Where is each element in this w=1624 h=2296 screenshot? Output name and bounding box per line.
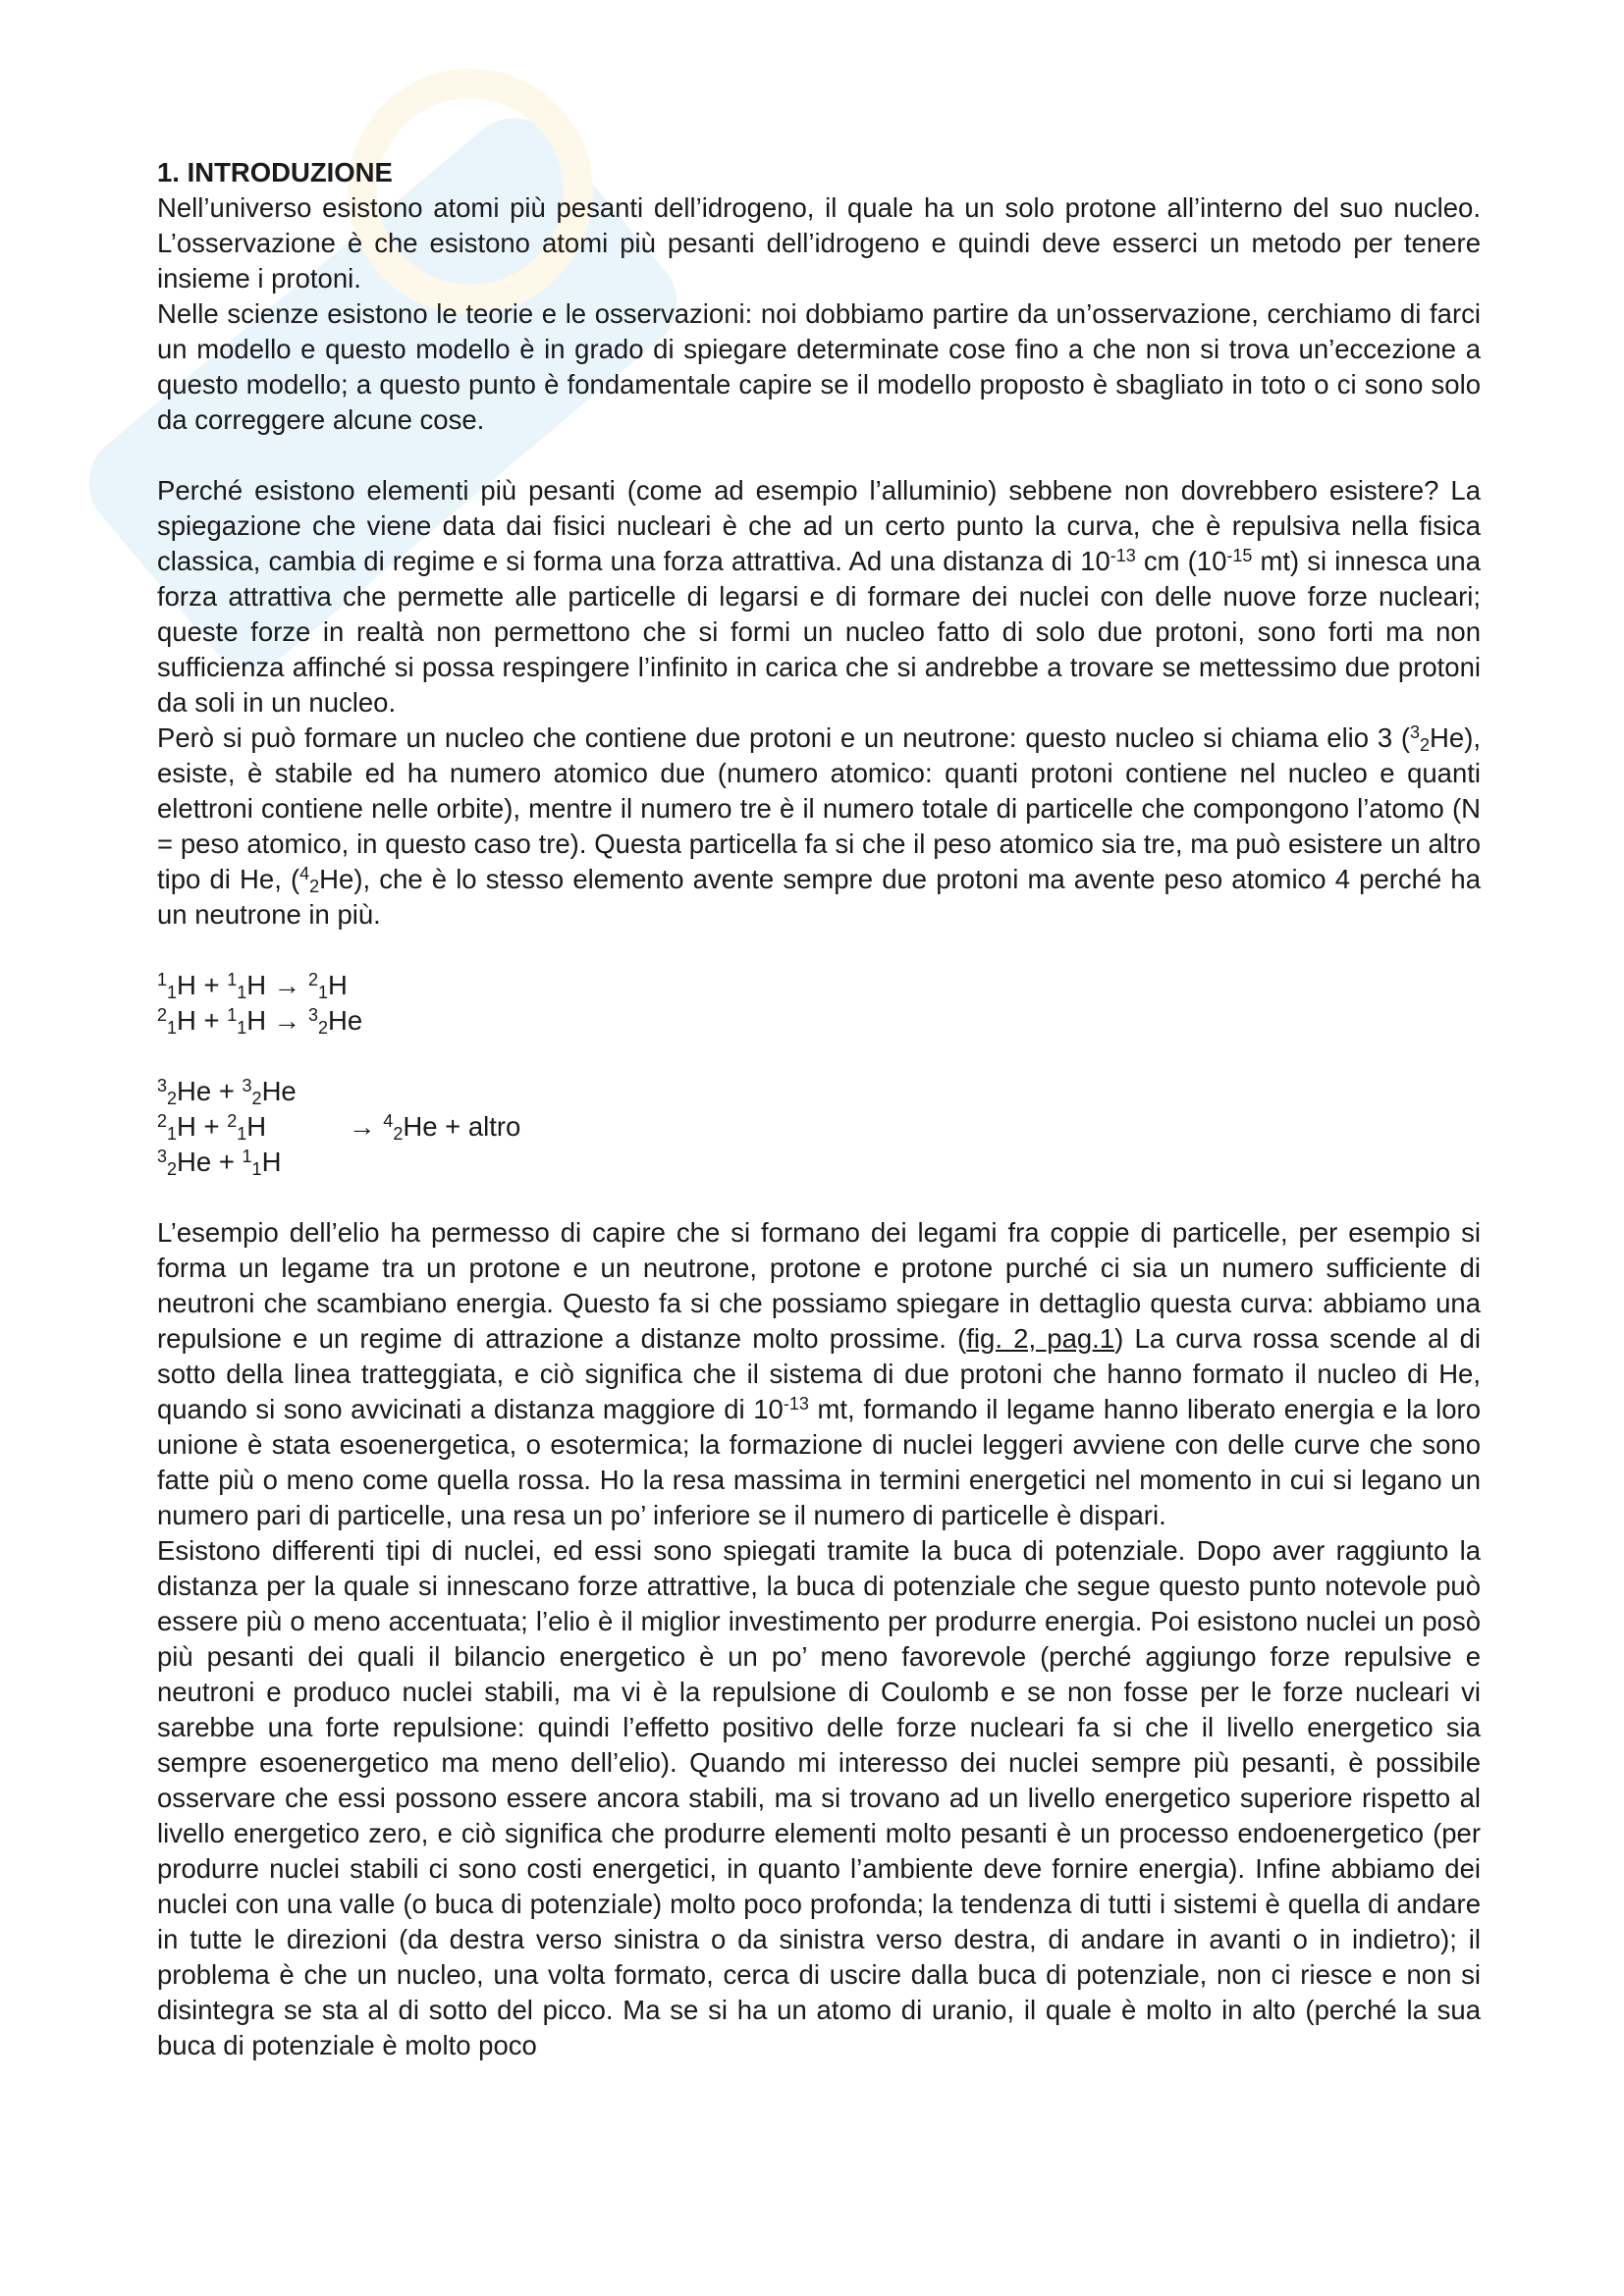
paragraph-6: Esistono differenti tipi di nuclei, ed essi sono spiegati tramite la buca di potenziale. Dopo aver raggiunto la distanza per la quale si innescano forze attrattive, la buca di potenziale che segue questo punto notevole può essere più o meno accentuata; l’elio è il miglior investimento per produrre energia. Poi esistono nuclei un posò più pesanti dei quali il bilancio energetico è un po’ meno favorevole (perché aggiungo forze repulsive e neutroni e produco nuclei stabili, ma vi è la repulsione di Coulomb e se non fosse per le forze nucleari vi sarebbe una forte repulsione: quindi l’effetto positivo delle forze nucleari fa si che il livello energetico sia sempre esoenergetico ma meno dell’elio). Quando mi interesso dei nuclei sempre più pesanti, è possibile osservare che essi possono essere ancora stabili, ma si trovano ad un livello energetico superiore rispetto al livello energetico zero, e ciò significa che produrre elementi molto pesanti è un processo endoenergetico (per produrre nuclei stabili ci sono costi energetici, in quanto l’ambiente deve fornire energia). Infine abbiamo dei nuclei con una valle (o buca di potenziale) molto poco profonda; la tendenza di tutti i sistemi è quella di andare in tutte le direzioni (da destra verso sinistra o da sinistra verso destra, di andare in avanti o in indietro); il problema è che un nucleo, una volta formato, cerca di uscire dalla buca di potenziale, non ci riesce e non si disintegra se sta al di sotto del picco. Ma se si ha un atomo di uranio, il quale è molto in alto (perché la sua buca di potenziale è molto poco: [157, 1535, 1481, 2060]
equation-3: $^3_2$He + $^3_2$He: [157, 1076, 297, 1108]
equation-2: $^2_1$H + $^1_1$H → $^3_2$He: [157, 1005, 363, 1038]
paragraph-3: Perché esistono elementi più pesanti (come ad esempio l’alluminio) sebbene non dovrebbero esistere? La spiegazione che viene data dai fisici nucleari è che ad un certo punto la curva, che è repulsiva nella fisica classica, cambia di regime e si forma una forza attrattiva. Ad una distanza di $10^{-13}$ cm ($10^{-15}$ mt) si innesca una forza attrattiva che permette alle particelle di legarsi e di formare dei nuclei con delle nuove forze nucleari; queste forze in realtà non permettono che si formi un nucleo fatto di solo due protoni, sono forti ma non sufficienza affinché si possa respingere l’infinito in carica che si andrebbe a trovare se mettessimo due protoni da soli in un nucleo.: [157, 475, 1482, 718]
section-heading: 1. INTRODUZIONE: [157, 157, 393, 187]
document-page: [157, 155, 1481, 2063]
arrow-icon: →: [273, 1005, 301, 1036]
figure-reference-link[interactable]: fig. 2, pag.1: [966, 1323, 1115, 1354]
paragraph-1: Nell’universo esistono atomi più pesanti dell’idrogeno, il quale ha un solo protone all’interno del suo nucleo. L’osservazione è che esistono atomi più pesanti dell’idrogeno e quindi deve esserci un metodo per tenere insieme i protoni.: [157, 192, 1481, 294]
paragraph-2: Nelle scienze esistono le teorie e le osservazioni: noi dobbiamo partire da un’osservazione, cerchiamo di farci un modello e questo modello è in grado di spiegare determinate cose fino a che non si trova un’eccezione a questo modello; a questo punto è fondamentale capire se il modello proposto è sbagliato in toto o ci sono solo da correggere alcune cose.: [157, 298, 1481, 435]
paragraph-5: L’esempio dell’elio ha permesso di capire che si formano dei legami fra coppie di particelle, per esempio si forma un legame tra un protone e un neutrone, protone e protone purché ci sia un numero sufficiente di neutroni che scambiano energia. Questo fa si che possiamo spiegare in dettaglio questa curva: abbiamo una repulsione e un regime di attrazione a distanze molto prossime. (fig. 2, pag.1) La curva rossa scende al di sotto della linea tratteggiata, e ciò significa che il sistema di due protoni che hanno formato il nucleo di He, quando si sono avvicinati a distanza maggiore di $10^{-13}$ mt, formando il legame hanno liberato energia e la loro unione è stata esoenergetica, o esotermica; la formazione di nuclei leggeri avviene con delle curve che sono fatte più o meno come quella rossa. Ho la resa massima in termini energetici nel momento in cui si legano un numero pari di particelle, una resa un po’ inferiore se il numero di particelle è dispari.: [157, 1217, 1481, 1530]
paragraph-4: Però si può formare un nucleo che contiene due protoni e un neutrone: questo nucleo si chiama elio 3 ($^3_2$He), esiste, è stabile ed ha numero atomico due (numero atomico: quanti protoni contiene nel nucleo e quanti elettroni contiene nelle orbite), mentre il numero tre è il numero totale di particelle che compongono l’atomo (N = peso atomico, in questo caso tre). Questa particella fa si che il peso atomico sia tre, ma può esistere un altro tipo di He, ($^4_2$He), che è lo stesso elemento avente sempre due protoni ma avente peso atomico 4 perché ha un neutrone in più.: [157, 722, 1481, 930]
equation-1: $^1_1$H + $^1_1$H → $^2_1$H: [157, 970, 348, 1002]
arrow-icon: →: [349, 1111, 376, 1142]
arrow-icon: →: [273, 970, 301, 1000]
equation-5: $^3_2$He + $^1_1$H: [157, 1147, 282, 1179]
equation-4: $^2_1$H + $^2_1$H → $^4_2$He + altro: [157, 1111, 521, 1144]
